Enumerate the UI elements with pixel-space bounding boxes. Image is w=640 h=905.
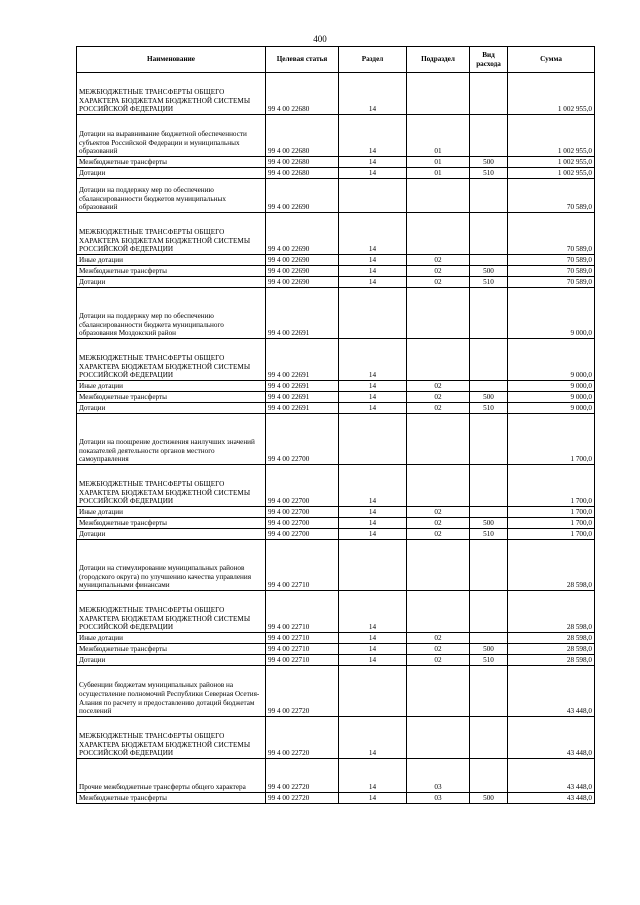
row-target: 99 4 00 22710 [266,633,339,644]
row-amount: 9 000,0 [508,392,595,403]
row-subsection [407,288,470,339]
row-section [339,540,407,591]
row-amount: 28 598,0 [508,633,595,644]
row-expense-type: 510 [470,277,508,288]
table-row [77,288,595,339]
row-expense-type [470,540,508,591]
table-row [77,115,595,157]
row-subsection [407,339,470,381]
row-target: 99 4 00 22691 [266,392,339,403]
row-target: 99 4 00 22710 [266,591,339,633]
row-target: 99 4 00 22700 [266,529,339,540]
row-subsection [407,73,470,115]
row-section: 14 [339,115,407,157]
row-target: 99 4 00 22691 [266,288,339,339]
row-subsection: 03 [407,793,470,804]
row-target: 99 4 00 22680 [266,168,339,179]
row-amount: 43 448,0 [508,759,595,793]
row-expense-type: 510 [470,403,508,414]
row-section: 14 [339,717,407,759]
row-subsection: 01 [407,168,470,179]
row-expense-type [470,339,508,381]
row-expense-type [470,179,508,213]
row-section [339,288,407,339]
table-row [77,277,595,288]
row-name: Межбюджетные трансферты [77,644,266,655]
row-amount: 28 598,0 [508,655,595,666]
row-subsection [407,540,470,591]
row-target: 99 4 00 22680 [266,157,339,168]
row-subsection: 02 [407,518,470,529]
row-name: Дотации на стимулирование муниципальных районов (городского округа) по улучшению качества управления муниципальными финансами [77,540,266,591]
row-subsection: 01 [407,115,470,157]
row-target: 99 4 00 22710 [266,540,339,591]
row-subsection: 02 [407,507,470,518]
row-amount: 70 589,0 [508,266,595,277]
table-header-row [77,47,595,73]
table-row [77,73,595,115]
row-subsection [407,179,470,213]
row-amount: 43 448,0 [508,793,595,804]
row-target: 99 4 00 22720 [266,759,339,793]
row-amount: 1 700,0 [508,507,595,518]
row-target: 99 4 00 22700 [266,507,339,518]
row-section: 14 [339,73,407,115]
table-body [77,73,595,804]
row-subsection [407,414,470,465]
row-target: 99 4 00 22690 [266,277,339,288]
table-row [77,793,595,804]
table-row [77,529,595,540]
row-name: Межбюджетные трансферты [77,266,266,277]
row-section: 14 [339,633,407,644]
row-name: Иные дотации [77,255,266,266]
row-name: Иные дотации [77,507,266,518]
header-subsection: Подраздел [407,47,470,73]
row-subsection: 02 [407,655,470,666]
table-row [77,465,595,507]
row-amount: 9 000,0 [508,339,595,381]
row-expense-type: 500 [470,644,508,655]
row-subsection [407,465,470,507]
row-expense-type: 500 [470,518,508,529]
row-expense-type [470,759,508,793]
row-section: 14 [339,507,407,518]
row-amount: 1 002 955,0 [508,115,595,157]
row-target: 99 4 00 22690 [266,213,339,255]
row-name: Дотации [77,277,266,288]
row-expense-type [470,591,508,633]
row-amount: 1 700,0 [508,465,595,507]
row-target: 99 4 00 22720 [266,793,339,804]
table-row [77,255,595,266]
row-expense-type [470,288,508,339]
row-amount: 28 598,0 [508,540,595,591]
row-section: 14 [339,381,407,392]
table-row [77,339,595,381]
row-section: 14 [339,339,407,381]
row-expense-type [470,666,508,717]
row-expense-type [470,381,508,392]
row-amount: 1 002 955,0 [508,157,595,168]
row-amount: 70 589,0 [508,255,595,266]
row-amount: 70 589,0 [508,213,595,255]
table-row [77,179,595,213]
row-subsection: 02 [407,403,470,414]
row-target: 99 4 00 22691 [266,381,339,392]
row-section: 14 [339,392,407,403]
row-name: Прочие межбюджетные трансферты общего характера [77,759,266,793]
row-name: Дотации [77,168,266,179]
row-amount: 9 000,0 [508,288,595,339]
row-target: 99 4 00 22700 [266,414,339,465]
row-section: 14 [339,759,407,793]
row-expense-type [470,717,508,759]
row-amount: 1 002 955,0 [508,168,595,179]
table-row [77,157,595,168]
row-expense-type: 510 [470,529,508,540]
row-target: 99 4 00 22710 [266,644,339,655]
table-row [77,633,595,644]
row-name: Дотации на поддержку мер по обеспечению сбалансированности бюджетов муниципальных образований [77,179,266,213]
row-subsection [407,591,470,633]
row-name: МЕЖБЮДЖЕТНЫЕ ТРАНСФЕРТЫ ОБЩЕГО ХАРАКТЕРА БЮДЖЕТАМ БЮДЖЕТНОЙ СИСТЕМЫ РОССИЙСКОЙ ФЕДЕРАЦИИ [77,717,266,759]
row-amount: 28 598,0 [508,644,595,655]
row-section: 14 [339,529,407,540]
row-expense-type [470,465,508,507]
table-row [77,591,595,633]
row-name: МЕЖБЮДЖЕТНЫЕ ТРАНСФЕРТЫ ОБЩЕГО ХАРАКТЕРА БЮДЖЕТАМ БЮДЖЕТНОЙ СИСТЕМЫ РОССИЙСКОЙ ФЕДЕРАЦИИ [77,73,266,115]
row-subsection [407,213,470,255]
row-expense-type [470,507,508,518]
row-target: 99 4 00 22700 [266,465,339,507]
row-name: Субвенции бюджетам муниципальных районов на осуществление полномочий Республики Северная Осетия-Алания по расчету и предоставлению дотаций бюджетам поселений [77,666,266,717]
row-name: Иные дотации [77,381,266,392]
table-row [77,168,595,179]
row-amount: 1 700,0 [508,529,595,540]
row-subsection: 02 [407,392,470,403]
row-amount: 1 002 955,0 [508,73,595,115]
row-section: 14 [339,644,407,655]
row-target: 99 4 00 22680 [266,73,339,115]
row-subsection: 02 [407,277,470,288]
row-target: 99 4 00 22691 [266,403,339,414]
row-expense-type [470,633,508,644]
row-expense-type [470,115,508,157]
row-subsection: 02 [407,381,470,392]
table-row [77,717,595,759]
row-name: МЕЖБЮДЖЕТНЫЕ ТРАНСФЕРТЫ ОБЩЕГО ХАРАКТЕРА БЮДЖЕТАМ БЮДЖЕТНОЙ СИСТЕМЫ РОССИЙСКОЙ ФЕДЕРАЦИИ [77,465,266,507]
row-target: 99 4 00 22690 [266,266,339,277]
row-amount: 28 598,0 [508,591,595,633]
row-target: 99 4 00 22720 [266,666,339,717]
row-expense-type: 500 [470,157,508,168]
table-row [77,759,595,793]
row-section: 14 [339,266,407,277]
page-number: 400 [313,34,327,44]
table-row [77,414,595,465]
row-amount: 9 000,0 [508,381,595,392]
row-section: 14 [339,277,407,288]
row-section: 14 [339,465,407,507]
row-name: МЕЖБЮДЖЕТНЫЕ ТРАНСФЕРТЫ ОБЩЕГО ХАРАКТЕРА БЮДЖЕТАМ БЮДЖЕТНОЙ СИСТЕМЫ РОССИЙСКОЙ ФЕДЕРАЦИИ [77,339,266,381]
table-row [77,403,595,414]
row-subsection: 02 [407,529,470,540]
row-name: Межбюджетные трансферты [77,793,266,804]
row-name: Межбюджетные трансферты [77,392,266,403]
row-subsection [407,666,470,717]
row-target: 99 4 00 22680 [266,115,339,157]
row-expense-type [470,73,508,115]
row-expense-type [470,213,508,255]
row-amount: 43 448,0 [508,717,595,759]
header-name: Наименование [77,47,266,73]
row-target: 99 4 00 22700 [266,518,339,529]
row-subsection: 01 [407,157,470,168]
row-subsection: 02 [407,633,470,644]
row-name: Дотации на выравнивание бюджетной обеспеченности субъектов Российской Федерации и муниципальных образований [77,115,266,157]
table-row [77,392,595,403]
row-amount: 70 589,0 [508,277,595,288]
row-section: 14 [339,255,407,266]
row-name: Дотации на поддержку мер по обеспечению сбалансированности бюджета муниципального образования Моздокский район [77,288,266,339]
row-expense-type: 500 [470,266,508,277]
row-expense-type: 510 [470,168,508,179]
row-section [339,179,407,213]
row-section: 14 [339,403,407,414]
row-section: 14 [339,591,407,633]
row-section: 14 [339,157,407,168]
row-name: Иные дотации [77,633,266,644]
row-name: МЕЖБЮДЖЕТНЫЕ ТРАНСФЕРТЫ ОБЩЕГО ХАРАКТЕРА БЮДЖЕТАМ БЮДЖЕТНОЙ СИСТЕМЫ РОССИЙСКОЙ ФЕДЕРАЦИИ [77,591,266,633]
row-name: Дотации [77,529,266,540]
row-target: 99 4 00 22690 [266,255,339,266]
row-amount: 1 700,0 [508,414,595,465]
table-row [77,666,595,717]
row-expense-type: 500 [470,793,508,804]
table-row [77,213,595,255]
row-target: 99 4 00 22691 [266,339,339,381]
row-name: Дотации [77,403,266,414]
row-amount: 1 700,0 [508,518,595,529]
row-subsection: 03 [407,759,470,793]
row-subsection: 02 [407,255,470,266]
table-row [77,655,595,666]
row-section: 14 [339,793,407,804]
row-amount: 43 448,0 [508,666,595,717]
row-section [339,666,407,717]
row-section: 14 [339,213,407,255]
budget-table [76,46,595,804]
table-row [77,518,595,529]
row-section [339,414,407,465]
row-expense-type [470,414,508,465]
row-expense-type: 500 [470,392,508,403]
table-row [77,540,595,591]
row-name: Дотации на поощрение достижения наилучших значений показателей деятельности органов местного самоуправления [77,414,266,465]
row-amount: 9 000,0 [508,403,595,414]
row-name: Межбюджетные трансферты [77,518,266,529]
header-expense-type: Вид расхода [470,47,508,73]
row-amount: 70 589,0 [508,179,595,213]
header-section: Раздел [339,47,407,73]
row-section: 14 [339,168,407,179]
row-subsection: 02 [407,266,470,277]
row-subsection: 02 [407,644,470,655]
row-expense-type: 510 [470,655,508,666]
row-section: 14 [339,655,407,666]
row-name: Межбюджетные трансферты [77,157,266,168]
header-target: Целевая статья [266,47,339,73]
row-target: 99 4 00 22710 [266,655,339,666]
table-row [77,266,595,277]
table-row [77,507,595,518]
table-row [77,381,595,392]
header-amount: Сумма [508,47,595,73]
table-row [77,644,595,655]
row-target: 99 4 00 22720 [266,717,339,759]
row-name: Дотации [77,655,266,666]
row-target: 99 4 00 22690 [266,179,339,213]
row-section: 14 [339,518,407,529]
row-name: МЕЖБЮДЖЕТНЫЕ ТРАНСФЕРТЫ ОБЩЕГО ХАРАКТЕРА БЮДЖЕТАМ БЮДЖЕТНОЙ СИСТЕМЫ РОССИЙСКОЙ ФЕДЕРАЦИИ [77,213,266,255]
row-expense-type [470,255,508,266]
row-subsection [407,717,470,759]
